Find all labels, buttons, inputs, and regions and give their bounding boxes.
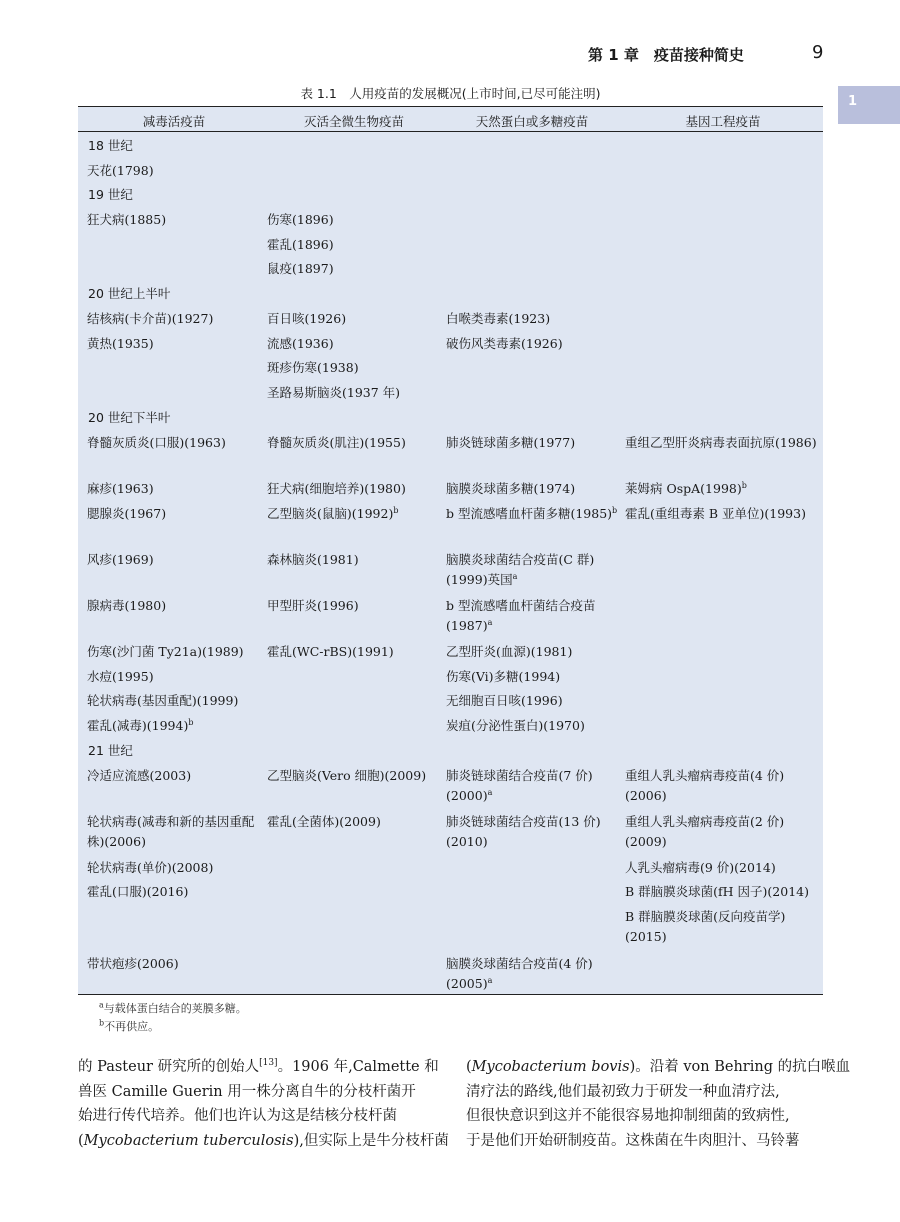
body-line: (Mycobacterium tuberculosis),但实际上是牛分枝杆菌 xyxy=(78,1132,449,1149)
table-cell: 乙型肝炎(血源)(1981) xyxy=(446,644,573,659)
body-line: 始进行传代培养。他们也许认为这是结核分枝杆菌 xyxy=(78,1108,397,1124)
page-number: 9 xyxy=(812,42,824,63)
table-cell: 霍乱(减毒)$(1994)^b$ xyxy=(87,717,194,733)
body-line: (Mycobacterium bovis)。沿着 von Behring 的抗白喉血 xyxy=(466,1059,851,1075)
table-cell: 乙型脑炎(鼠脑)$(1992)^b$ xyxy=(267,505,399,521)
table-cell: 狂犬病(细胞培养)(1980) xyxy=(267,481,406,496)
footnote-mark: a xyxy=(487,975,493,985)
body-text-right-column xyxy=(466,1055,851,1153)
table-caption: 表 1.1 人用疫苗的发展概况(上市时间,已尽可能注明) xyxy=(300,86,601,101)
table-cell: 人乳头瘤病毒(9 价)(2014) xyxy=(625,860,776,875)
table-cell: 天花(1798) xyxy=(87,163,154,178)
vaccine-table xyxy=(78,106,823,995)
footnote-b: $^b$不再供应。 xyxy=(99,1018,160,1033)
table-cell: 脊髓灰质炎(口服)(1963) xyxy=(87,435,226,450)
table-cell: 重组人乳头瘤病毒疫苗(4 价)(2006) xyxy=(625,768,785,803)
section-18th-century: 18 世纪 xyxy=(88,138,133,153)
table-cell: 麻疹(1963) xyxy=(87,481,154,496)
table-cell: 流感(1936) xyxy=(267,336,334,351)
table-cell: b 型流感嗜血杆菌多糖$(1985)^b$ xyxy=(446,505,618,521)
table-cell: 脊髓灰质炎(肌注)(1955) xyxy=(267,435,406,450)
table-cell: 霍乱(口服)(2016) xyxy=(87,884,189,899)
footnote-mark: a xyxy=(512,571,518,581)
table-cell: 炭疽(分泌性蛋白)(1970) xyxy=(446,718,585,733)
table-cell: 肺炎链球菌结合疫苗(13 价)(2010) xyxy=(446,814,601,849)
table-cell: 莱姆病 $OspA(1998)^b$ xyxy=(625,480,747,496)
table-cell: B 群脑膜炎球菌(反向疫苗学)(2015) xyxy=(625,909,786,944)
table-cell: 脑膜炎球菌多糖(1974) xyxy=(446,481,576,496)
table-cell: 斑疹伤寒(1938) xyxy=(267,360,359,375)
body-line: 兽医 Camille Guerin 用一株分离自牛的分枝杆菌开 xyxy=(78,1083,416,1100)
table-cell: 乙型脑炎(Vero 细胞)(2009) xyxy=(267,768,427,783)
table-cell: 肺炎链球菌多糖(1977) xyxy=(446,435,576,450)
footnote-mark: b xyxy=(612,505,618,515)
table-cell: 霍乱(全菌体)(2009) xyxy=(267,814,381,829)
table-cell: B 群脑膜炎球菌(fH 因子)(2014) xyxy=(625,884,809,899)
table-cell: 伤寒(Vi)多糖(1994) xyxy=(446,669,561,684)
table-cell: 伤寒(1896) xyxy=(267,212,334,227)
table-cell: 无细胞百日咳(1996) xyxy=(446,693,563,708)
table-cell: 结核病(卡介苗)(1927) xyxy=(87,311,214,326)
body-line: 的 Pasteur 研究所的创始人[13]。1906 年,Calmette 和 xyxy=(78,1058,439,1075)
body-line: 但很快意识到这并不能很容易地抑制细菌的致病性, xyxy=(466,1108,790,1124)
table-cell: 霍乱(1896) xyxy=(267,237,334,252)
section-20th-first-half: 20 世纪上半叶 xyxy=(88,286,171,301)
table-cell: 腺病毒(1980) xyxy=(87,598,167,613)
table-cell: 破伤风类毒素(1926) xyxy=(446,336,563,351)
footnote-mark: a xyxy=(487,787,493,797)
table-cell: 狂犬病(1885) xyxy=(87,212,167,227)
table-cell: 水痘(1995) xyxy=(87,669,154,684)
table-cell: 轮状病毒(基因重配)(1999) xyxy=(87,693,239,708)
table-cell: 百日咳(1926) xyxy=(267,311,347,326)
chapter-tab: 1 xyxy=(838,86,900,124)
section-19th-century: 19 世纪 xyxy=(88,187,133,202)
footnote-a: $^a$与载体蛋白结合的荚膜多糖。 xyxy=(99,1000,247,1015)
table-cell: 脑膜炎球菌结合疫苗(C 群)(1999)英国$^a$ xyxy=(446,552,595,587)
table-cell: 带状疱疹(2006) xyxy=(87,956,179,971)
footnote-mark: b xyxy=(188,717,194,727)
column-header-inactivated: 灭活全微生物疫苗 xyxy=(303,114,404,129)
table-cell: 森林脑炎(1981) xyxy=(267,552,359,567)
running-header-chapter: 第 1 章 疫苗接种简史 xyxy=(588,46,744,64)
table-cell: 重组乙型肝炎病毒表面抗原(1986) xyxy=(625,435,817,450)
table-cell: 甲型肝炎(1996) xyxy=(267,598,359,613)
body-text-left-column xyxy=(78,1055,449,1153)
table-cell: 重组人乳头瘤病毒疫苗(2 价)(2009) xyxy=(625,814,785,849)
table-cell: 霍乱(重组毒素 B 亚单位)(1993) xyxy=(625,506,806,521)
section-20th-second-half: 20 世纪下半叶 xyxy=(88,410,171,425)
table-cell: 轮状病毒(单价)(2008) xyxy=(87,860,214,875)
section-21st-century: 21 世纪 xyxy=(88,743,133,758)
table-cell: 腮腺炎(1967) xyxy=(87,506,167,521)
table-cell: 伤寒(沙门菌 Ty21a)(1989) xyxy=(87,644,244,659)
citation-ref: [13] xyxy=(259,1058,278,1069)
table-cell: 白喉类毒素(1923) xyxy=(446,311,551,326)
footnote-mark: b xyxy=(741,480,747,490)
table-cell: 鼠疫(1897) xyxy=(267,261,334,276)
table-cell: 霍乱(WC-rBS)(1991) xyxy=(267,644,394,659)
body-line: 于是他们开始研制疫苗。这株菌在牛肉胆汁、马铃薯 xyxy=(466,1132,800,1149)
body-line: 清疗法的路线,他们最初致力于研发一种血清疗法, xyxy=(466,1083,780,1100)
column-header-genetic-engineering: 基因工程疫苗 xyxy=(685,114,761,129)
table-cell: 冷适应流感(2003) xyxy=(87,768,192,783)
footnote-mark: a xyxy=(487,617,493,627)
table-cell: 轮状病毒(减毒和新的基因重配株)(2006) xyxy=(87,814,255,849)
table-cell: b 型流感嗜血杆菌结合疫苗$(1987)^a$ xyxy=(446,598,596,633)
table-cell: 肺炎链球菌结合疫苗(7 价)$(2000)^a$ xyxy=(446,768,593,803)
column-header-live-attenuated: 减毒活疫苗 xyxy=(142,114,206,129)
table-cell: 风疹(1969) xyxy=(87,552,154,567)
table-cell: 脑膜炎球菌结合疫苗(4 价)$(2005)^a$ xyxy=(446,956,593,991)
footnote-mark: b xyxy=(393,505,399,515)
table-cell: 圣路易斯脑炎(1937 年) xyxy=(267,385,401,400)
table-header-row xyxy=(78,107,823,132)
column-header-protein-polysaccharide: 天然蛋白或多糖疫苗 xyxy=(475,114,589,129)
table-cell: 黄热(1935) xyxy=(87,336,154,351)
